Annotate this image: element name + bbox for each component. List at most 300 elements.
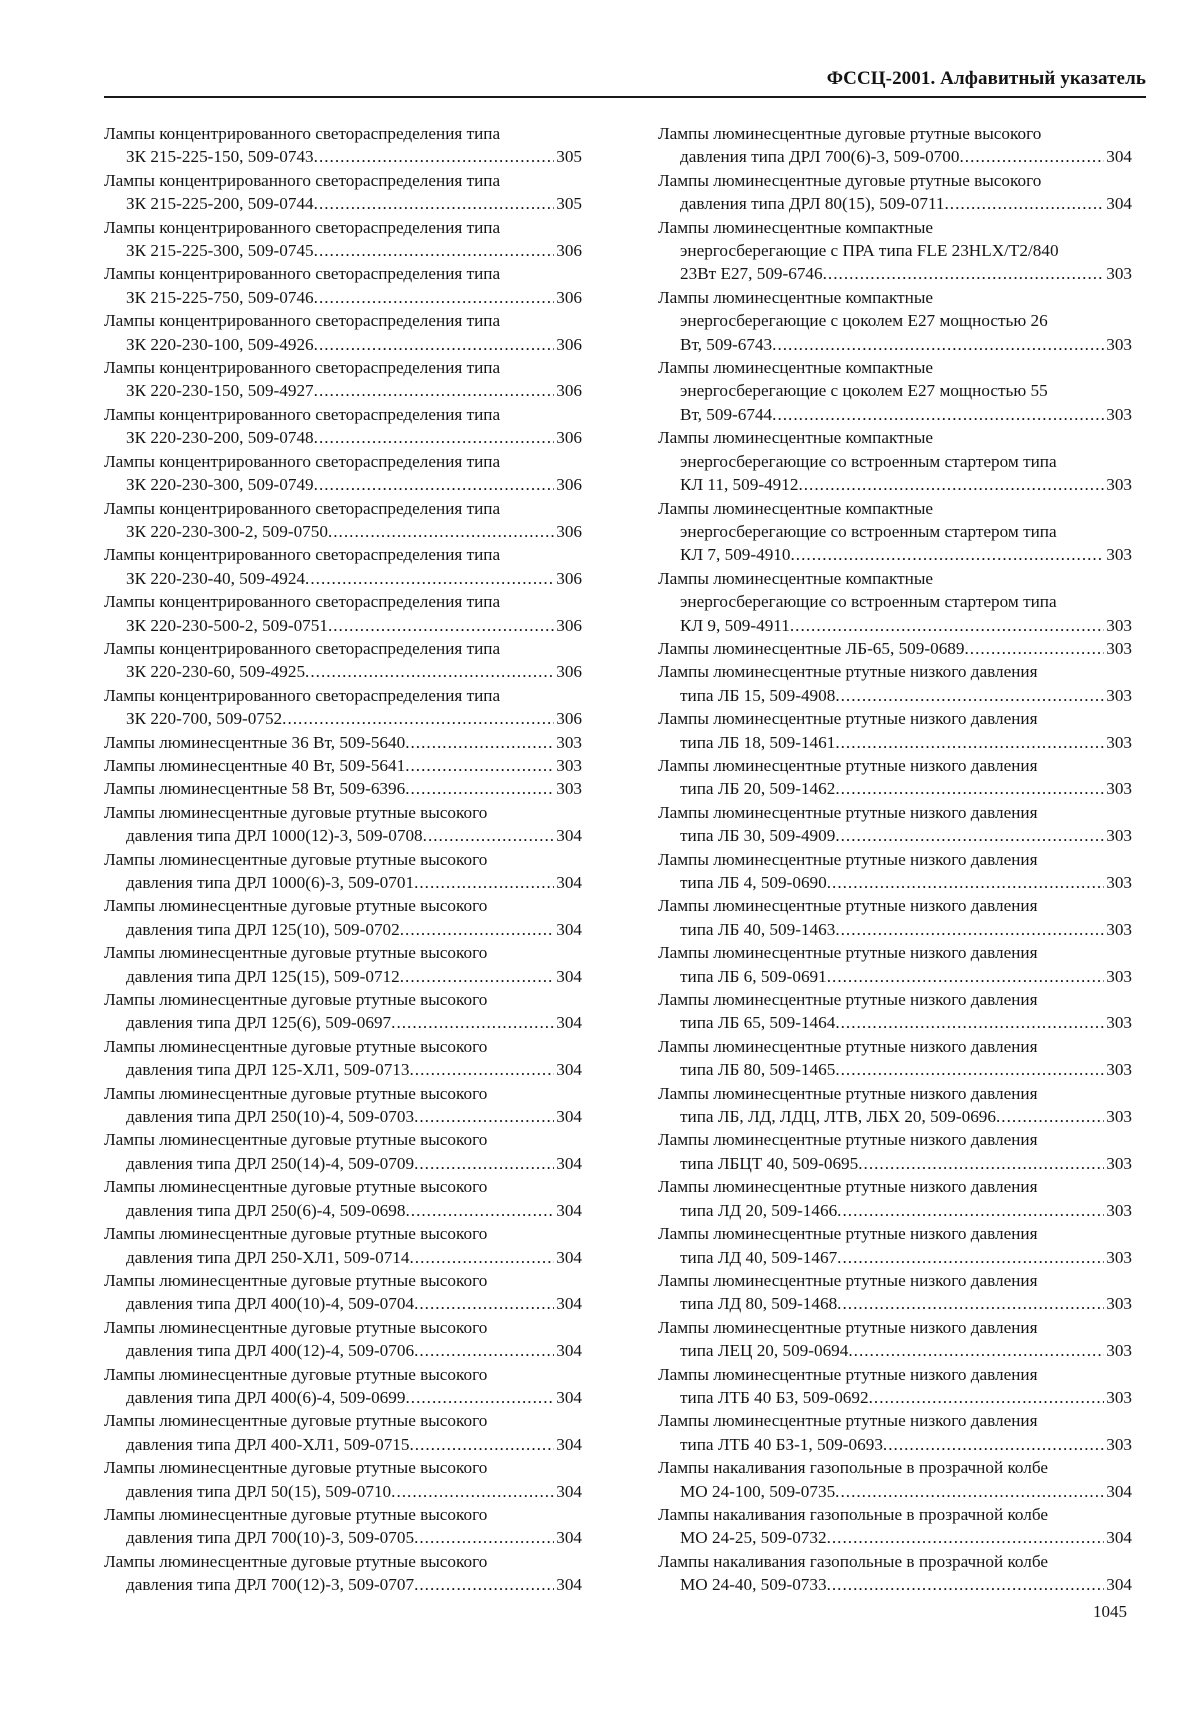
index-entry: [104, 1035, 582, 1082]
index-entry: [658, 1550, 1132, 1597]
index-entry: [658, 754, 1132, 801]
dot-leader: [835, 777, 1104, 800]
index-entry: [104, 450, 582, 497]
index-entry-last-line: [104, 1246, 582, 1269]
index-entry: [104, 1128, 582, 1175]
index-entry-text: типа ЛТБ 40 БЗ, 509-0692: [680, 1387, 869, 1407]
index-entry-text: МО 24-40, 509-0733: [680, 1575, 827, 1595]
index-entry-last-line: [658, 1199, 1132, 1222]
index-entry-last-line: [104, 777, 582, 800]
index-entry-page: 303: [1106, 919, 1132, 939]
index-entry-page: 304: [1106, 194, 1132, 214]
index-entry-page: 303: [1106, 334, 1132, 354]
index-entry: [658, 1363, 1132, 1410]
dot-leader: [314, 473, 555, 496]
dot-leader: [414, 1526, 554, 1549]
index-entry-page: 303: [1106, 1294, 1132, 1314]
index-entry-page: 306: [556, 381, 582, 401]
dot-leader: [328, 520, 554, 543]
index-entry-page: 304: [556, 1387, 582, 1407]
index-entry-text: давления типа ДРЛ 250(10)-4, 509-0703: [126, 1107, 415, 1127]
index-entry-text: Лампы люминесцентные ртутные низкого давления: [658, 1036, 1038, 1056]
index-entry-text: Лампы люминесцентные компактные: [658, 498, 934, 518]
index-entry: [658, 426, 1132, 496]
index-entry-page: 303: [1106, 873, 1132, 892]
index-entry: [658, 122, 1132, 169]
index-entry-text: Лампы люминесцентные ртутные низкого давления: [658, 802, 1038, 822]
index-entry-last-line: [658, 1011, 1132, 1034]
index-entry: [104, 941, 582, 988]
index-entry-text: Лампы люминесцентные компактные: [658, 568, 934, 588]
index-entry: [658, 567, 1132, 637]
index-entry: [658, 1082, 1132, 1129]
dot-leader: [835, 824, 1104, 847]
index-entry-page: 304: [556, 1481, 582, 1501]
index-entry-last-line: [658, 1386, 1132, 1409]
index-entry-text: ЗК 220-230-500-2, 509-0751: [126, 615, 328, 635]
index-entry: [104, 1082, 582, 1129]
index-entry: [658, 1222, 1132, 1269]
index-entry-text: КЛ 9, 509-4911: [680, 615, 790, 635]
index-entry: [658, 1316, 1132, 1363]
index-entry-page: 305: [556, 147, 582, 167]
index-entry-last-line: [658, 1339, 1132, 1362]
index-entry-text: Лампы люминесцентные дуговые ртутные высокого: [104, 1317, 488, 1337]
dot-leader: [827, 1573, 1105, 1596]
index-entry-last-line: [104, 239, 582, 262]
index-entry-text: Лампы люминесцентные компактные: [658, 428, 934, 448]
index-entry: [104, 1269, 582, 1316]
index-entry-text: ЗК 220-230-100, 509-4926: [126, 334, 314, 354]
index-entry-page: 303: [1106, 1341, 1132, 1361]
index-entry: [104, 309, 582, 356]
index-entry-text: ЗК 215-225-200, 509-0744: [126, 194, 314, 214]
index-entry-text: типа ЛД 20, 509-1466: [680, 1200, 838, 1220]
index-entry: [658, 707, 1132, 754]
index-entry-text: Лампы люминесцентные ртутные низкого давления: [658, 755, 1038, 775]
dot-leader: [837, 1246, 1104, 1269]
dot-leader: [772, 333, 1104, 356]
index-entry-text: Лампы люминесцентные дуговые ртутные высокого: [104, 1504, 488, 1524]
index-entry-last-line: [104, 1199, 582, 1222]
dot-leader: [409, 1433, 554, 1456]
dot-leader: [790, 614, 1104, 637]
index-entry-last-line: [658, 192, 1132, 215]
dot-leader: [314, 239, 555, 262]
index-entry-page: 304: [556, 1200, 582, 1220]
index-entry-text: Лампы люминесцентные дуговые ртутные высокого: [104, 802, 488, 822]
dot-leader: [827, 871, 1104, 894]
index-entry-text: Лампы концентрированного светораспределения типа: [104, 311, 501, 331]
running-header: [104, 68, 1146, 94]
index-entry-page: 306: [556, 568, 582, 588]
index-entry-text: типа ЛБ 80, 509-1465: [680, 1060, 836, 1080]
dot-leader: [835, 731, 1104, 754]
dot-leader: [827, 1526, 1105, 1549]
index-entry-text: давления типа ДРЛ 400(6)-4, 509-0699: [126, 1387, 406, 1407]
index-entry: [658, 848, 1132, 895]
index-entry-text: типа ЛБ, ЛД, ЛДЦ, ЛТВ, ЛБХ 20, 509-0696: [680, 1107, 996, 1127]
index-entry-page: 303: [1106, 475, 1132, 495]
index-entry: [104, 894, 582, 941]
index-entry-last-line: [104, 192, 582, 215]
index-entry-text: энергосберегающие со встроенным стартером типа: [680, 521, 1057, 541]
index-entry-page: 303: [556, 755, 582, 775]
index-entry-page: 306: [556, 241, 582, 261]
dot-leader: [391, 1480, 554, 1503]
index-entry-page: 304: [556, 1434, 582, 1454]
index-entry-text: типа ЛБЦТ 40, 509-0695: [680, 1153, 859, 1173]
index-entry-text: энергосберегающие с цоколем Е27 мощностью 26: [680, 311, 1048, 331]
index-entry-text: Лампы накаливания газопольные в прозрачной колбе: [658, 1504, 1049, 1524]
index-column-right: [658, 122, 1132, 1597]
dot-leader: [305, 660, 554, 683]
dot-leader: [314, 379, 555, 402]
dot-leader: [837, 1199, 1104, 1222]
index-entry: [104, 1409, 582, 1456]
index-entry-last-line: [104, 965, 582, 988]
index-entry-text: ЗК 220-700, 509-0752: [126, 709, 283, 729]
index-entry-text: ЗК 220-230-40, 509-4924: [126, 568, 306, 588]
dot-leader: [835, 1011, 1104, 1034]
index-entry: [104, 262, 582, 309]
index-entry: [658, 1128, 1132, 1175]
index-entry-text: Лампы концентрированного светораспределения типа: [104, 592, 501, 612]
index-entry-text: давления типа ДРЛ 125(15), 509-0712: [126, 966, 400, 986]
index-entry-text: Лампы люминесцентные ртутные низкого давления: [658, 1270, 1038, 1290]
index-entry-page: 303: [1106, 638, 1132, 658]
index-entry-last-line: [658, 1152, 1132, 1175]
index-entry-page: 306: [556, 428, 582, 448]
index-entry-text: типа ЛБ 4, 509-0690: [680, 873, 827, 892]
index-entry-last-line: [104, 660, 582, 683]
dot-leader: [314, 333, 555, 356]
index-entry-page: 306: [556, 475, 582, 495]
index-entry: [658, 1269, 1132, 1316]
dot-leader: [314, 192, 555, 215]
index-entry-last-line: [658, 1105, 1132, 1128]
index-entry-last-line: [658, 543, 1132, 566]
index-entry-text: Лампы концентрированного светораспределения типа: [104, 217, 501, 237]
index-entry-text: Лампы концентрированного светораспределения типа: [104, 685, 501, 705]
index-entry-last-line: [104, 567, 582, 590]
index-entry-text: Лампы люминесцентные дуговые ртутные высокого: [104, 1411, 488, 1431]
index-entry: [104, 1222, 582, 1269]
index-entry-page: 304: [556, 1060, 582, 1080]
index-entry-page: 304: [1106, 1481, 1132, 1501]
index-entry-page: 304: [556, 826, 582, 846]
index-entry-text: Лампы люминесцентные 58 Вт, 509-6396: [104, 779, 406, 799]
index-entry-page: 304: [1106, 1575, 1132, 1595]
index-entry-text: ЗК 220-230-300-2, 509-0750: [126, 521, 328, 541]
index-entry-last-line: [104, 426, 582, 449]
index-entry-page: 304: [556, 1575, 582, 1595]
index-entry-last-line: [658, 871, 1132, 894]
index-entry-text: КЛ 11, 509-4912: [680, 475, 799, 495]
dot-leader: [405, 1199, 554, 1222]
index-entry-last-line: [104, 614, 582, 637]
index-entry-text: типа ЛЕЦ 20, 509-0694: [680, 1341, 849, 1361]
index-entry-text: ЗК 215-225-300, 509-0745: [126, 241, 314, 261]
index-entry-page: 303: [1106, 1153, 1132, 1173]
index-entry-last-line: [104, 520, 582, 543]
index-entry-last-line: [104, 1011, 582, 1034]
index-entry-page: 306: [556, 615, 582, 635]
index-entry-text: Лампы концентрированного светораспределения типа: [104, 638, 501, 658]
index-entry-text: типа ЛБ 40, 509-1463: [680, 919, 836, 939]
index-entry-text: давления типа ДРЛ 250(14)-4, 509-0709: [126, 1153, 415, 1173]
index-entry-text: Лампы люминесцентные ртутные низкого давления: [658, 1224, 1038, 1244]
index-entry-last-line: [658, 1480, 1132, 1503]
index-entry-text: Лампы люминесцентные компактные: [658, 358, 934, 378]
index-entry-last-line: [104, 731, 582, 754]
dot-leader: [314, 286, 555, 309]
index-entry-text: типа ЛБ 15, 509-4908: [680, 685, 836, 705]
index-entry-text: Лампы люминесцентные ртутные низкого давления: [658, 1364, 1038, 1384]
index-entry-page: 303: [1106, 404, 1132, 424]
dot-leader: [405, 1386, 554, 1409]
index-entry-text: Лампы люминесцентные ртутные низкого давления: [658, 943, 1038, 963]
dot-leader: [405, 731, 554, 754]
index-entry-text: Лампы люминесцентные ртутные низкого давления: [658, 1177, 1038, 1197]
index-entry-text: Лампы люминесцентные дуговые ртутные высокого: [658, 124, 1042, 143]
index-entry-text: давления типа ДРЛ 250-ХЛ1, 509-0714: [126, 1247, 410, 1267]
index-entry-page: 304: [556, 919, 582, 939]
index-entry-text: ЗК 220-230-200, 509-0748: [126, 428, 314, 448]
index-entry: [658, 1035, 1132, 1082]
index-entry-page: 303: [1106, 1387, 1132, 1407]
index-entry-page: 306: [556, 662, 582, 682]
index-entry-text: Лампы люминесцентные 36 Вт, 509-5640: [104, 732, 406, 752]
index-entry-last-line: [104, 754, 582, 777]
index-entry-text: давления типа ДРЛ 400(10)-4, 509-0704: [126, 1294, 415, 1314]
dot-leader: [848, 1339, 1104, 1362]
index-entry-text: Лампы люминесцентные ртутные низкого давления: [658, 1411, 1038, 1431]
index-entry-page: 303: [1106, 1200, 1132, 1220]
dot-leader: [835, 1480, 1104, 1503]
dot-leader: [835, 1058, 1104, 1081]
dot-leader: [414, 1105, 554, 1128]
index-entry-text: энергосберегающие со встроенным стартером типа: [680, 451, 1057, 471]
index-entry-text: Лампы люминесцентные ртутные низкого давления: [658, 662, 1038, 682]
index-entry-text: Лампы люминесцентные компактные: [658, 287, 934, 307]
index-entry-text: Лампы концентрированного светораспределения типа: [104, 358, 501, 378]
dot-leader: [414, 1573, 554, 1596]
index-entry-text: МО 24-25, 509-0732: [680, 1528, 827, 1548]
index-entry-page: 304: [556, 1153, 582, 1173]
index-entry: [104, 497, 582, 544]
index-entry-last-line: [104, 918, 582, 941]
index-entry-text: энергосберегающие с цоколем Е27 мощностью 55: [680, 381, 1048, 401]
dot-leader: [959, 145, 1104, 168]
index-entry-page: 305: [556, 194, 582, 214]
index-entry-text: Лампы концентрированного светораспределения типа: [104, 170, 501, 190]
index-entry-text: Лампы люминесцентные ртутные низкого давления: [658, 990, 1038, 1010]
index-entry-last-line: [104, 1152, 582, 1175]
index-entry-text: Лампы люминесцентные дуговые ртутные высокого: [104, 943, 488, 963]
index-entry: [104, 122, 582, 169]
index-entry-page: 303: [1106, 685, 1132, 705]
dot-leader: [305, 567, 554, 590]
index-entry: [658, 988, 1132, 1035]
index-entry: [104, 590, 582, 637]
index-entry: [104, 216, 582, 263]
index-entry-page: 303: [1106, 1013, 1132, 1033]
index-entry-page: 303: [1106, 826, 1132, 846]
index-entry-page: 306: [556, 334, 582, 354]
index-entry-text: Лампы люминесцентные ртутные низкого давления: [658, 849, 1038, 869]
index-entry-page: 303: [556, 732, 582, 752]
index-entry-text: Лампы люминесцентные дуговые ртутные высокого: [104, 1224, 488, 1244]
index-entry-text: давления типа ДРЛ 125(6), 509-0697: [126, 1013, 392, 1033]
index-entry-text: Лампы люминесцентные дуговые ртутные высокого: [104, 1036, 488, 1056]
index-entry-last-line: [658, 1246, 1132, 1269]
index-entry: [658, 801, 1132, 848]
dot-leader: [409, 1058, 554, 1081]
index-entry: [658, 1456, 1132, 1503]
index-entry-page: 303: [1106, 732, 1132, 752]
dot-leader: [837, 1292, 1104, 1315]
dot-leader: [405, 777, 554, 800]
index-entry-last-line: [658, 918, 1132, 941]
dot-leader: [827, 965, 1104, 988]
index-entry-page: 303: [1106, 1434, 1132, 1454]
index-entry-page: 306: [556, 709, 582, 729]
index-entry-text: Лампы люминесцентные ЛБ-65, 509-0689: [658, 638, 965, 658]
index-entry-last-line: [658, 145, 1132, 168]
index-entry: [104, 988, 582, 1035]
index-entry-last-line: [104, 1386, 582, 1409]
index-entry: [104, 1550, 582, 1597]
index-entry-page: 303: [1106, 615, 1132, 635]
page-number: 1045: [1093, 1602, 1127, 1621]
index-entry-text: ЗК 220-230-60, 509-4925: [126, 662, 306, 682]
index-entry-last-line: [104, 1573, 582, 1596]
index-entry: [658, 660, 1132, 707]
index-entry: [104, 777, 582, 800]
dot-leader: [400, 965, 554, 988]
index-entry-text: давления типа ДРЛ 80(15), 509-0711: [680, 194, 945, 214]
index-entry-last-line: [658, 1573, 1132, 1596]
index-entry: [104, 801, 582, 848]
index-entry-last-line: [104, 379, 582, 402]
index-entry-last-line: [658, 1526, 1132, 1549]
index-entry-text: Лампы люминесцентные дуговые ртутные высокого: [104, 1364, 488, 1384]
index-entry-text: Лампы люминесцентные 40 Вт, 509-5641: [104, 755, 406, 775]
index-entry: [658, 894, 1132, 941]
dot-leader: [414, 1152, 554, 1175]
index-entry: [104, 1456, 582, 1503]
header-rule: [104, 96, 1146, 98]
index-entry-text: давления типа ДРЛ 400(12)-4, 509-0706: [126, 1341, 415, 1361]
index-entry-text: давления типа ДРЛ 50(15), 509-0710: [126, 1481, 392, 1501]
index-entry-last-line: [658, 731, 1132, 754]
index-entry-text: давления типа ДРЛ 1000(6)-3, 509-0701: [126, 873, 415, 892]
index-entry-last-line: [104, 1433, 582, 1456]
index-entry: [104, 1363, 582, 1410]
index-entry: [104, 1316, 582, 1363]
index-entry: [658, 286, 1132, 356]
index-entry-text: Лампы люминесцентные ртутные низкого давления: [658, 1083, 1038, 1103]
index-entry: [658, 1409, 1132, 1456]
index-entry: [658, 356, 1132, 426]
index-entry-text: типа ЛБ 30, 509-4909: [680, 826, 836, 846]
index-entry-page: 304: [1106, 147, 1132, 167]
index-entry: [104, 637, 582, 684]
index-entry-last-line: [104, 1480, 582, 1503]
index-entry-text: Лампы люминесцентные дуговые ртутные высокого: [104, 1458, 488, 1478]
index-entry-last-line: [104, 286, 582, 309]
index-entry-text: типа ЛД 80, 509-1468: [680, 1294, 838, 1314]
index-entry-text: ЗК 220-230-300, 509-0749: [126, 475, 314, 495]
index-entry-text: давления типа ДРЛ 125-ХЛ1, 509-0713: [126, 1060, 410, 1080]
index-entry-text: Лампы концентрированного светораспределения типа: [104, 264, 501, 284]
index-entry-text: Лампы люминесцентные дуговые ртутные высокого: [104, 1130, 488, 1150]
index-entry-last-line: [658, 965, 1132, 988]
dot-leader: [314, 145, 555, 168]
index-entry-text: Лампы концентрированного светораспределения типа: [104, 124, 501, 143]
index-entry: [104, 356, 582, 403]
index-entry-last-line: [104, 824, 582, 847]
index-column-left: [104, 122, 582, 1597]
index-entry: [104, 169, 582, 216]
index-entry-text: энергосберегающие с ПРА типа FLE 23HLX/T2/840: [680, 241, 1059, 261]
index-entry-page: 303: [1106, 1060, 1132, 1080]
index-entry-text: Лампы люминесцентные дуговые ртутные высокого: [104, 1551, 488, 1571]
index-entry-text: типа ЛБ 18, 509-1461: [680, 732, 836, 752]
index-entry-text: Лампы люминесцентные дуговые ртутные высокого: [104, 1270, 488, 1290]
index-entry: [104, 543, 582, 590]
index-entry-last-line: [104, 871, 582, 894]
index-entry-text: давления типа ДРЛ 250(6)-4, 509-0698: [126, 1200, 406, 1220]
index-entry-text: давления типа ДРЛ 700(12)-3, 509-0707: [126, 1575, 415, 1595]
index-entry-last-line: [104, 707, 582, 730]
index-entry-text: ЗК 220-230-150, 509-4927: [126, 381, 314, 401]
dot-leader: [858, 1152, 1104, 1175]
index-entry-last-line: [104, 333, 582, 356]
index-entry-last-line: [658, 1292, 1132, 1315]
index-entry-page: 304: [556, 966, 582, 986]
index-entry-last-line: [658, 1433, 1132, 1456]
dot-leader: [835, 918, 1104, 941]
index-entry-text: Лампы концентрированного светораспределения типа: [104, 451, 501, 471]
index-entry-text: давления типа ДРЛ 125(10), 509-0702: [126, 919, 400, 939]
index-entry-last-line: [104, 473, 582, 496]
index-entry-page: 306: [556, 521, 582, 541]
index-entry-text: Лампы люминесцентные ртутные низкого давления: [658, 1130, 1038, 1150]
index-entry: [658, 1175, 1132, 1222]
index-entry-page: 303: [1106, 545, 1132, 565]
dot-leader: [328, 614, 554, 637]
index-entry-text: типа ЛТБ 40 БЗ-1, 509-0693: [680, 1434, 883, 1454]
index-entry-page: 304: [556, 1341, 582, 1361]
index-entry-text: Лампы люминесцентные дуговые ртутные высокого: [658, 170, 1042, 190]
index-entry-last-line: [658, 824, 1132, 847]
index-entry-last-line: [104, 1526, 582, 1549]
index-entry-page: 303: [1106, 966, 1132, 986]
index-entry-text: ЗК 215-225-150, 509-0743: [126, 147, 314, 167]
index-entry-text: Лампы люминесцентные компактные: [658, 217, 934, 237]
index-entry-text: Лампы люминесцентные дуговые ртутные высокого: [104, 849, 488, 869]
index-entry-text: типа ЛД 40, 509-1467: [680, 1247, 838, 1267]
index-entry-last-line: [658, 403, 1132, 426]
index-entry: [104, 403, 582, 450]
index-entry-text: КЛ 7, 509-4910: [680, 545, 791, 565]
index-entry: [658, 941, 1132, 988]
index-entry-text: ЗК 215-225-750, 509-0746: [126, 287, 314, 307]
index-entry: [658, 637, 1132, 660]
dot-leader: [282, 707, 554, 730]
